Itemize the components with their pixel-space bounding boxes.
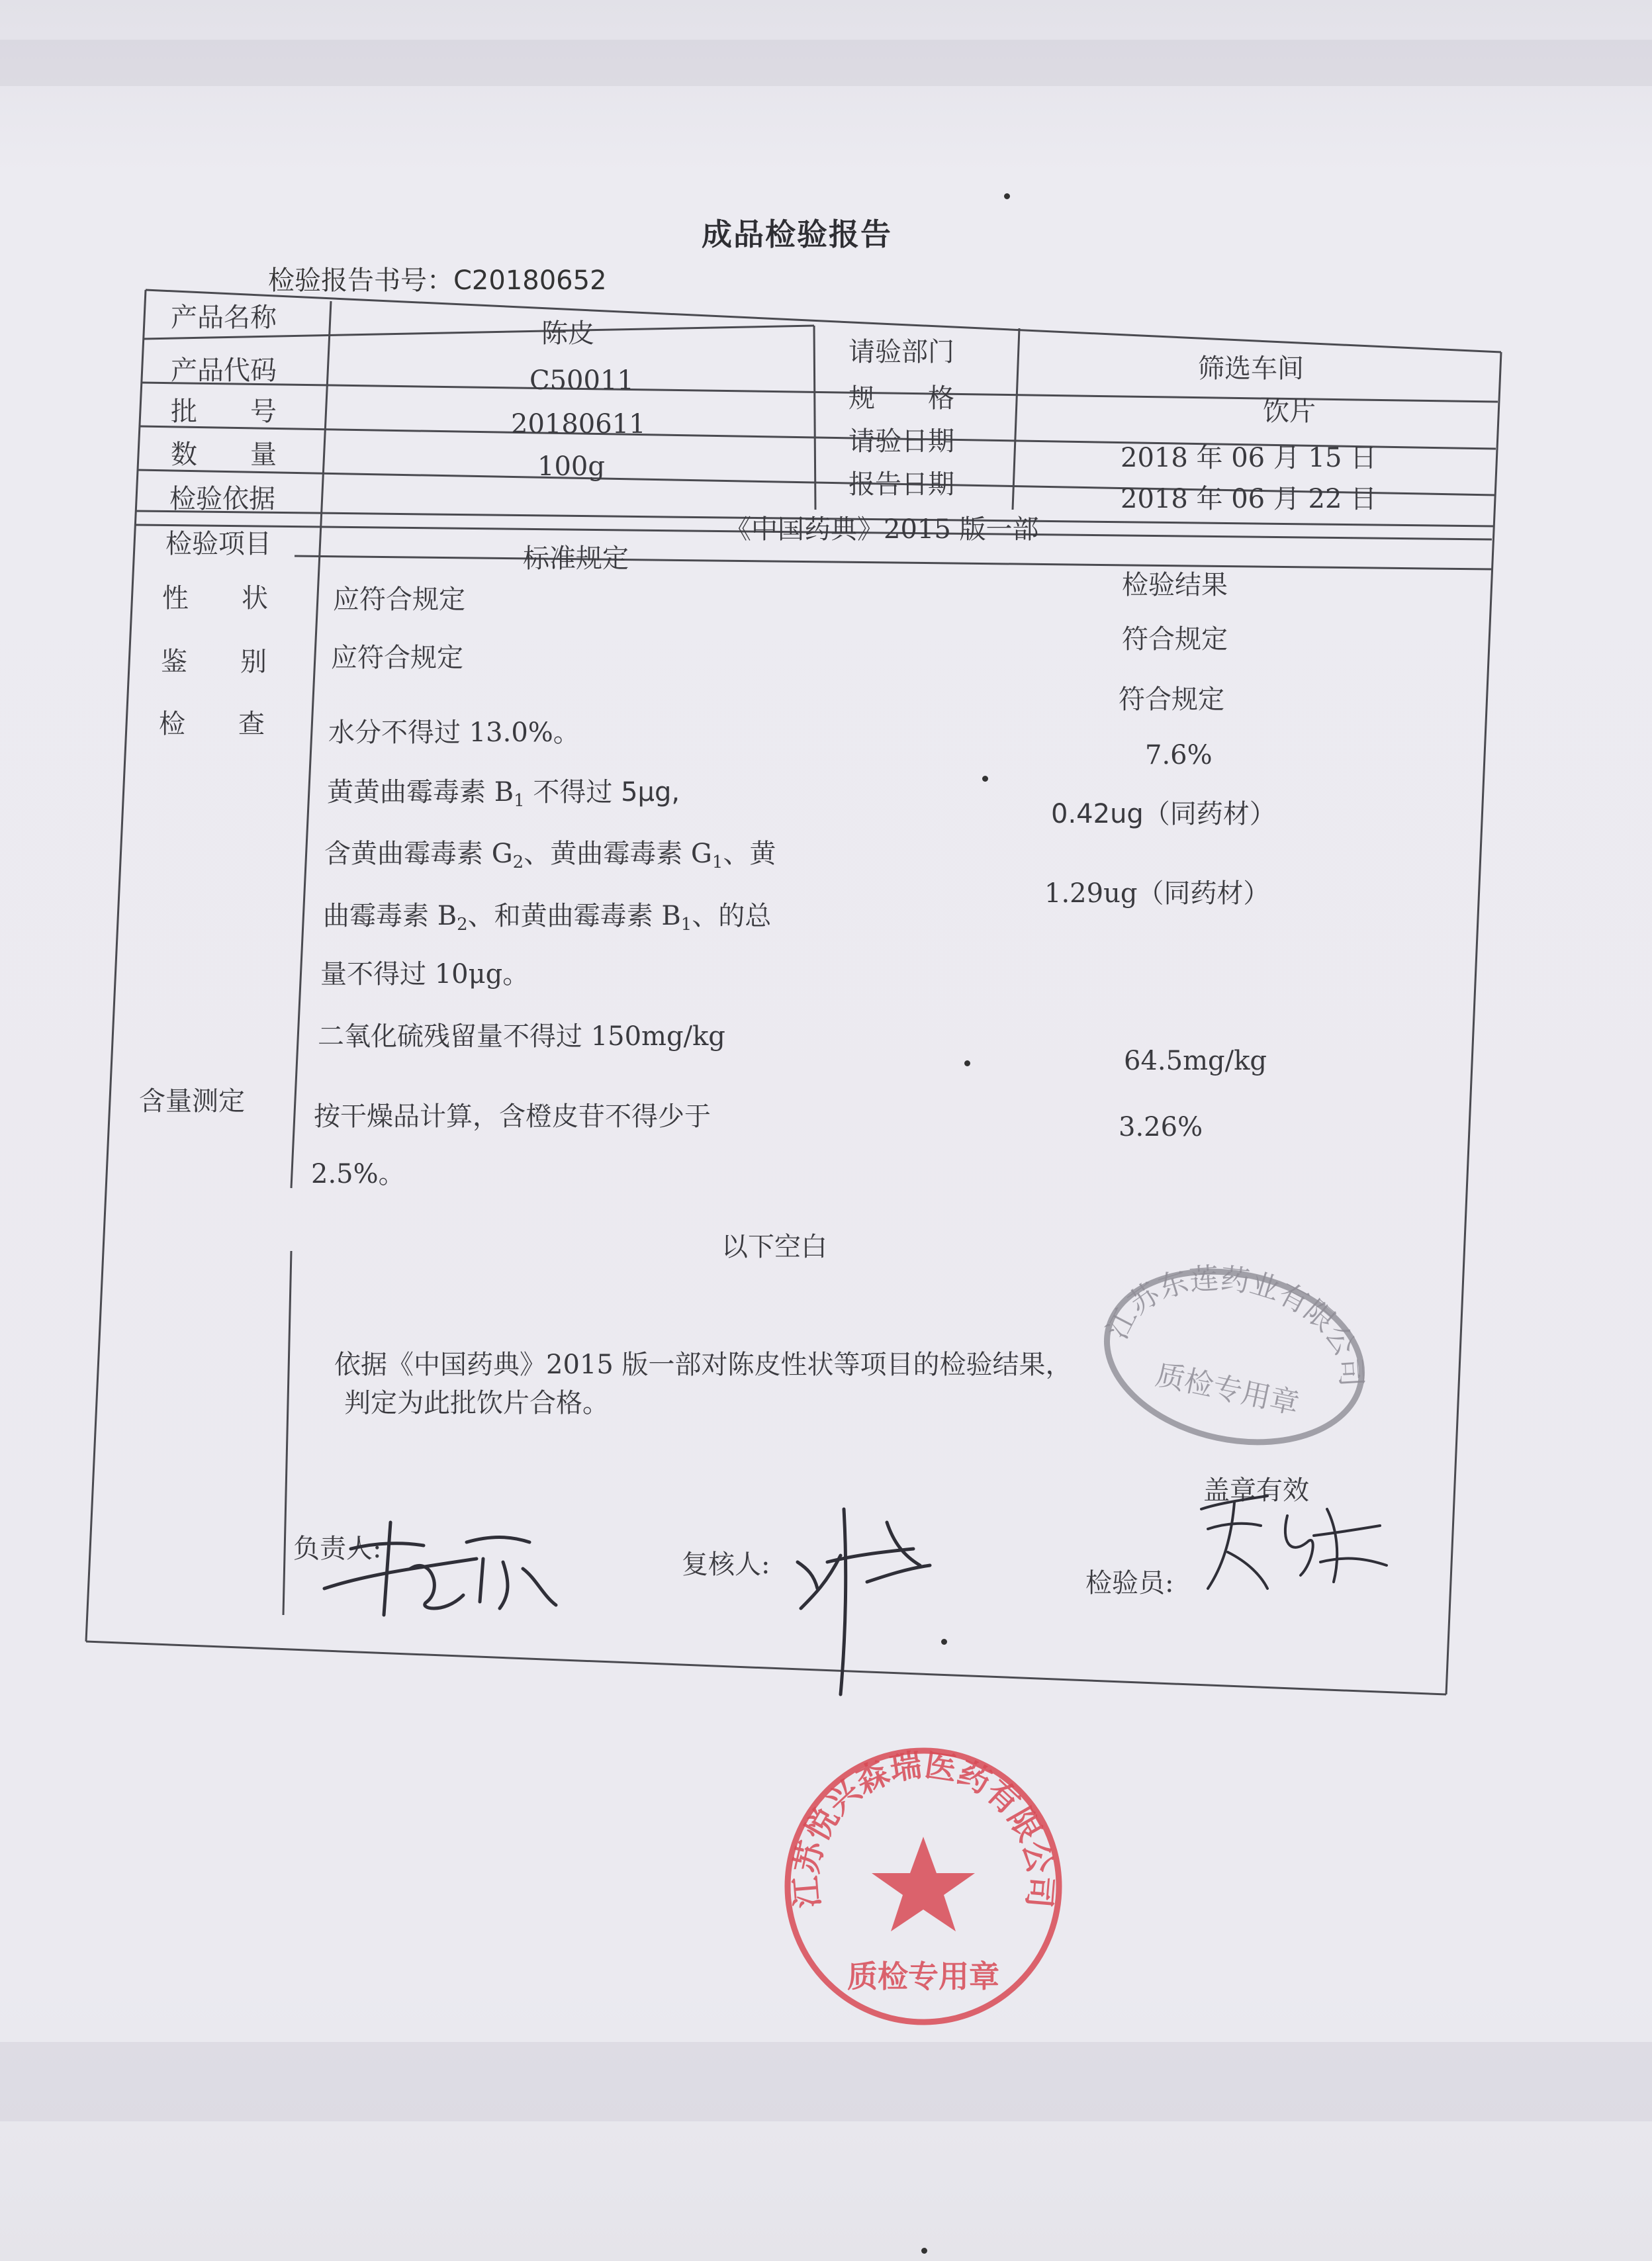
request-date: 2018 年 06 月 15 日 [1121, 443, 1377, 473]
appearance-result: 符合规定 [1122, 624, 1228, 655]
stamp-note: 盖章有效 [1203, 1475, 1309, 1506]
result-header: 检验结果 [1122, 570, 1228, 600]
report-number-label: 检验报告书号： [268, 265, 453, 296]
assay-result: 3.26% [1119, 1112, 1203, 1142]
grey-stamp-ring-text: 江苏东莲药业有限公司 [1100, 1261, 1369, 1388]
aflatoxin-b1-standard: 黄黄曲霉毒素 $B_1$ 不得过 5μg, [327, 777, 680, 811]
standard-header: 标准规定 [523, 543, 629, 574]
request-date-label: 请验日期 [849, 426, 954, 457]
dept-label: 请验部门 [849, 337, 954, 367]
report-number-value: C20180652 [453, 265, 607, 296]
aflatoxin-total-standard-line2: 曲霉毒素 $B_2$、和黄曲霉毒素 $B_1$、的总 [323, 901, 772, 935]
identify-label: 鉴 别 [161, 647, 267, 677]
conclusion-line1: 依据《中国药典》2015 版一部对陈皮性状等项目的检验结果， [334, 1350, 1072, 1380]
aflatoxin-total-result: 1.29ug（同药材） [1044, 878, 1270, 909]
inspector-signature [1195, 1489, 1393, 1602]
reviewer-label: 复核人: [682, 1549, 770, 1580]
check-label: 检 查 [159, 709, 265, 739]
report-date-label: 报告日期 [849, 469, 954, 500]
red-stamp-center-text: 质检专用章 [847, 1959, 999, 1994]
identify-standard: 应符合规定 [331, 643, 463, 673]
report-date: 2018 年 06 月 22 日 [1121, 484, 1377, 514]
quantity-label: 数 量 [171, 439, 277, 470]
so2-result: 64.5mg/kg [1124, 1046, 1267, 1076]
batch-number: 20180611 [511, 409, 646, 439]
company-seal-grey [1079, 1251, 1383, 1450]
moisture-standard: 水分不得过 13.0%。 [328, 717, 580, 748]
batch-label: 批 号 [171, 396, 277, 427]
assay-standard-line1: 按干燥品计算，含橙皮苷不得少于 [314, 1101, 711, 1132]
basis: 《中国药典》2015 版一部 [725, 514, 1039, 545]
item-header: 检验项目 [165, 529, 271, 559]
responsible-label: 负责人: [293, 1534, 382, 1564]
aflatoxin-total-standard-line3: 量不得过 10μg。 [320, 959, 529, 990]
aflatoxin-b1-result: 0.42ug（同药材） [1051, 799, 1276, 829]
product-code: C50011 [529, 365, 634, 396]
stamp-star-icon [872, 1837, 975, 1931]
reviewer-signature [788, 1502, 946, 1701]
appearance-standard: 应符合规定 [333, 584, 465, 615]
spec-label: 规 格 [849, 383, 954, 414]
dept: 筛选车间 [1198, 353, 1304, 384]
inspector-label: 检验员: [1085, 1568, 1174, 1598]
aflatoxin-total-standard-line1: 含黄曲霉毒素 $G_2$、黄曲霉毒素 $G_1$、黄 [324, 839, 776, 872]
appearance-label: 性 状 [162, 583, 268, 614]
conclusion-line2: 判定为此批饮片合格。 [344, 1388, 609, 1418]
identify-result: 符合规定 [1119, 684, 1224, 715]
product-name: 陈皮 [541, 318, 594, 349]
red-stamp-ring-text: 江苏悦兴森瑞医药有限公司 [787, 1746, 1060, 1910]
assay-standard-line2: 2.5%。 [311, 1159, 405, 1189]
assay-label: 含量测定 [139, 1086, 245, 1117]
moisture-result: 7.6% [1145, 740, 1213, 770]
basis-label: 检验依据 [169, 484, 275, 514]
responsible-signature [311, 1496, 589, 1628]
blank-note: 以下空白 [721, 1232, 827, 1262]
document-title: 成品检验报告 [702, 216, 892, 252]
grey-stamp-center-text: 质检专用章 [1152, 1358, 1303, 1422]
product-name-label: 产品名称 [171, 302, 277, 333]
quantity: 100g [537, 451, 605, 482]
product-code-label: 产品代码 [171, 355, 277, 386]
spec: 饮片 [1263, 396, 1316, 427]
company-seal-red [778, 1741, 1069, 2032]
so2-standard: 二氧化硫残留量不得过 150mg/kg [318, 1021, 725, 1052]
